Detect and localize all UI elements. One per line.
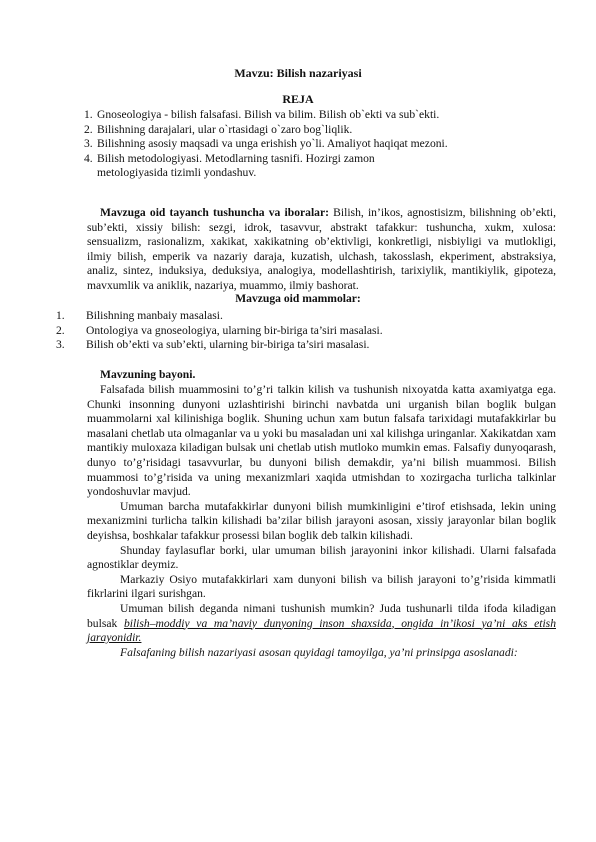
- list-text: Ontologiya va gnoseologiya, ularning bir-biriga ta’siri masalasi.: [86, 323, 383, 337]
- list-number: 3.: [56, 338, 65, 352]
- page-title: Mavzu: Bilish nazariyasi: [234, 66, 362, 80]
- keywords-text: Bilish, in’ikos, agnostisizm, bilishning ob’ekti, sub’ekti, xissiy bilish: sezgi, idrok, tasavvur, abstrakt tafakkur: tushuncha, xukm, xulosa: sensualizm, rasionalizm, xakikat, xakikatning ob’ektivligi, konkretligi, nisbiyligi va mutlokligi, ilmiy bilish, emperik va nazariy daraja, kuzatish, ulchash, takosslash, ekperiment, abstraksiya, analiz, sintez, induksiya, deduksiya, analogiya, modellashtirish, tarixiylik, mantikiylik, gipoteza, mavxumlik va aniklik, nazariya, muammo, ilmiy bashorat.: [87, 206, 557, 292]
- list-item: [84, 123, 544, 138]
- list-text: Bilishning manbaiy masalasi.: [86, 309, 223, 322]
- paragraph-text: Umuman bilish deganda nimani tushunish mumkin? Juda tushunarli tilda ifoda kiladigan bulsak: [87, 601, 556, 630]
- problems-heading: Mavzuga oid mammolar:: [235, 292, 361, 305]
- list-item-continuation: [84, 166, 544, 181]
- list-text: Bilish ob’ekti va sub’ekti, ularning bir-biriga ta’siri masalasi.: [86, 338, 370, 352]
- paragraph: Falsafada bilish muammosini to’g’ri talkin kilish va tushunish nixoyatda katta axamiyatga ega. Chunki insonning dunyoni uzlashtirishi birinchi navbatda uni urganish bilan boglik bulgan muammolarni xal kilinishiga boglik. Shuning uchun xam butun falsafa tarixidagi mutafakkirlar bu masalani chetlab uta olmaganlar va u yoki bu masaladan uni xal kilishga uringanlar. Xakikatdan xam mantikiy muloxaza kiladigan bulsak uni chetlab utish mutloko mumkin emas. Falsafiy dunyoqarash, dunyo to’g’risidagi tasavvurlar, bu dunyoni bilish demakdir, ya’ni bilish muammosi. Bilish muammosi to’g’risida va uning mexanizmlari xaqida utmishdan to xozirgacha turlicha talkinlar yondoshuvlar mavjud.: [87, 383, 556, 499]
- definition-text: bilish–moddiy va ma’naviy dunyoning inson shaxsida, ongida in’ikosi ya’ni aks etish jarayonidir.: [87, 616, 556, 645]
- paragraph: Falsafaning bilish nazariyasi asosan quyidagi tamoyilga, ya’ni prinsipga asoslanadi:: [120, 645, 518, 659]
- plan-list: [84, 108, 544, 181]
- list-text: Gnoseologiya - bilish falsafasi. Bilish va bilim. Bilish ob`ekti va sub`ekti.: [97, 108, 440, 121]
- paragraph: Shunday faylasuflar borki, ular umuman bilish jarayonini inkor kilishadi. Ularni falsafada agnostiklar deymiz.: [87, 543, 556, 572]
- body-text: [87, 383, 556, 660]
- list-number: 2.: [56, 323, 65, 337]
- list-item: [56, 309, 536, 324]
- plan-heading: REJA: [282, 92, 314, 106]
- paragraph: Umuman barcha mutafakkirlar dunyoni bilish mumkinligini e’tirof etishsada, lekin uning mexanizmini turlicha talkin kilishadi ba’zilar bilish jarayoni asosan, xissiy jarayonlar bilan boglik deyishsa, boshkalar tafakkur prosessi bilan boglik deb talkin kilishadi.: [87, 499, 556, 542]
- paragraph: [87, 602, 556, 646]
- list-number: 1.: [84, 108, 93, 121]
- list-item: [84, 152, 544, 167]
- list-number: 2.: [84, 122, 93, 136]
- list-item: [84, 137, 544, 152]
- list-number: 3.: [84, 137, 93, 151]
- list-number: 1.: [56, 309, 65, 322]
- list-number: 4.: [84, 151, 93, 165]
- list-text: Bilishning darajalari, ular o`rtasidagi o`zaro bog`liqlik.: [97, 122, 353, 136]
- keywords-lead: Mavzuga oid tayanch tushuncha va iboralar:: [100, 206, 329, 219]
- list-item: [84, 108, 544, 123]
- list-item: [56, 338, 536, 353]
- problems-list: [56, 309, 536, 353]
- paragraph: Markaziy Osiyo mutafakkirlari xam dunyoni bilish va bilish jarayoni to’g’risida kimmatli fikrlarini ilgari surishgan.: [87, 572, 556, 601]
- section-heading: Mavzuning bayoni.: [100, 368, 196, 381]
- keywords-paragraph: [87, 206, 556, 294]
- list-item: [56, 324, 536, 339]
- list-text: Bilish metodologiyasi. Metodlarning tasnifi. Hozirgi zamon: [97, 151, 375, 165]
- list-text: Bilishning asosiy maqsadi va unga erishish yo`li. Amaliyot haqiqat mezoni.: [97, 137, 448, 151]
- list-text: metologiyasida tizimli yondashuv.: [97, 166, 257, 180]
